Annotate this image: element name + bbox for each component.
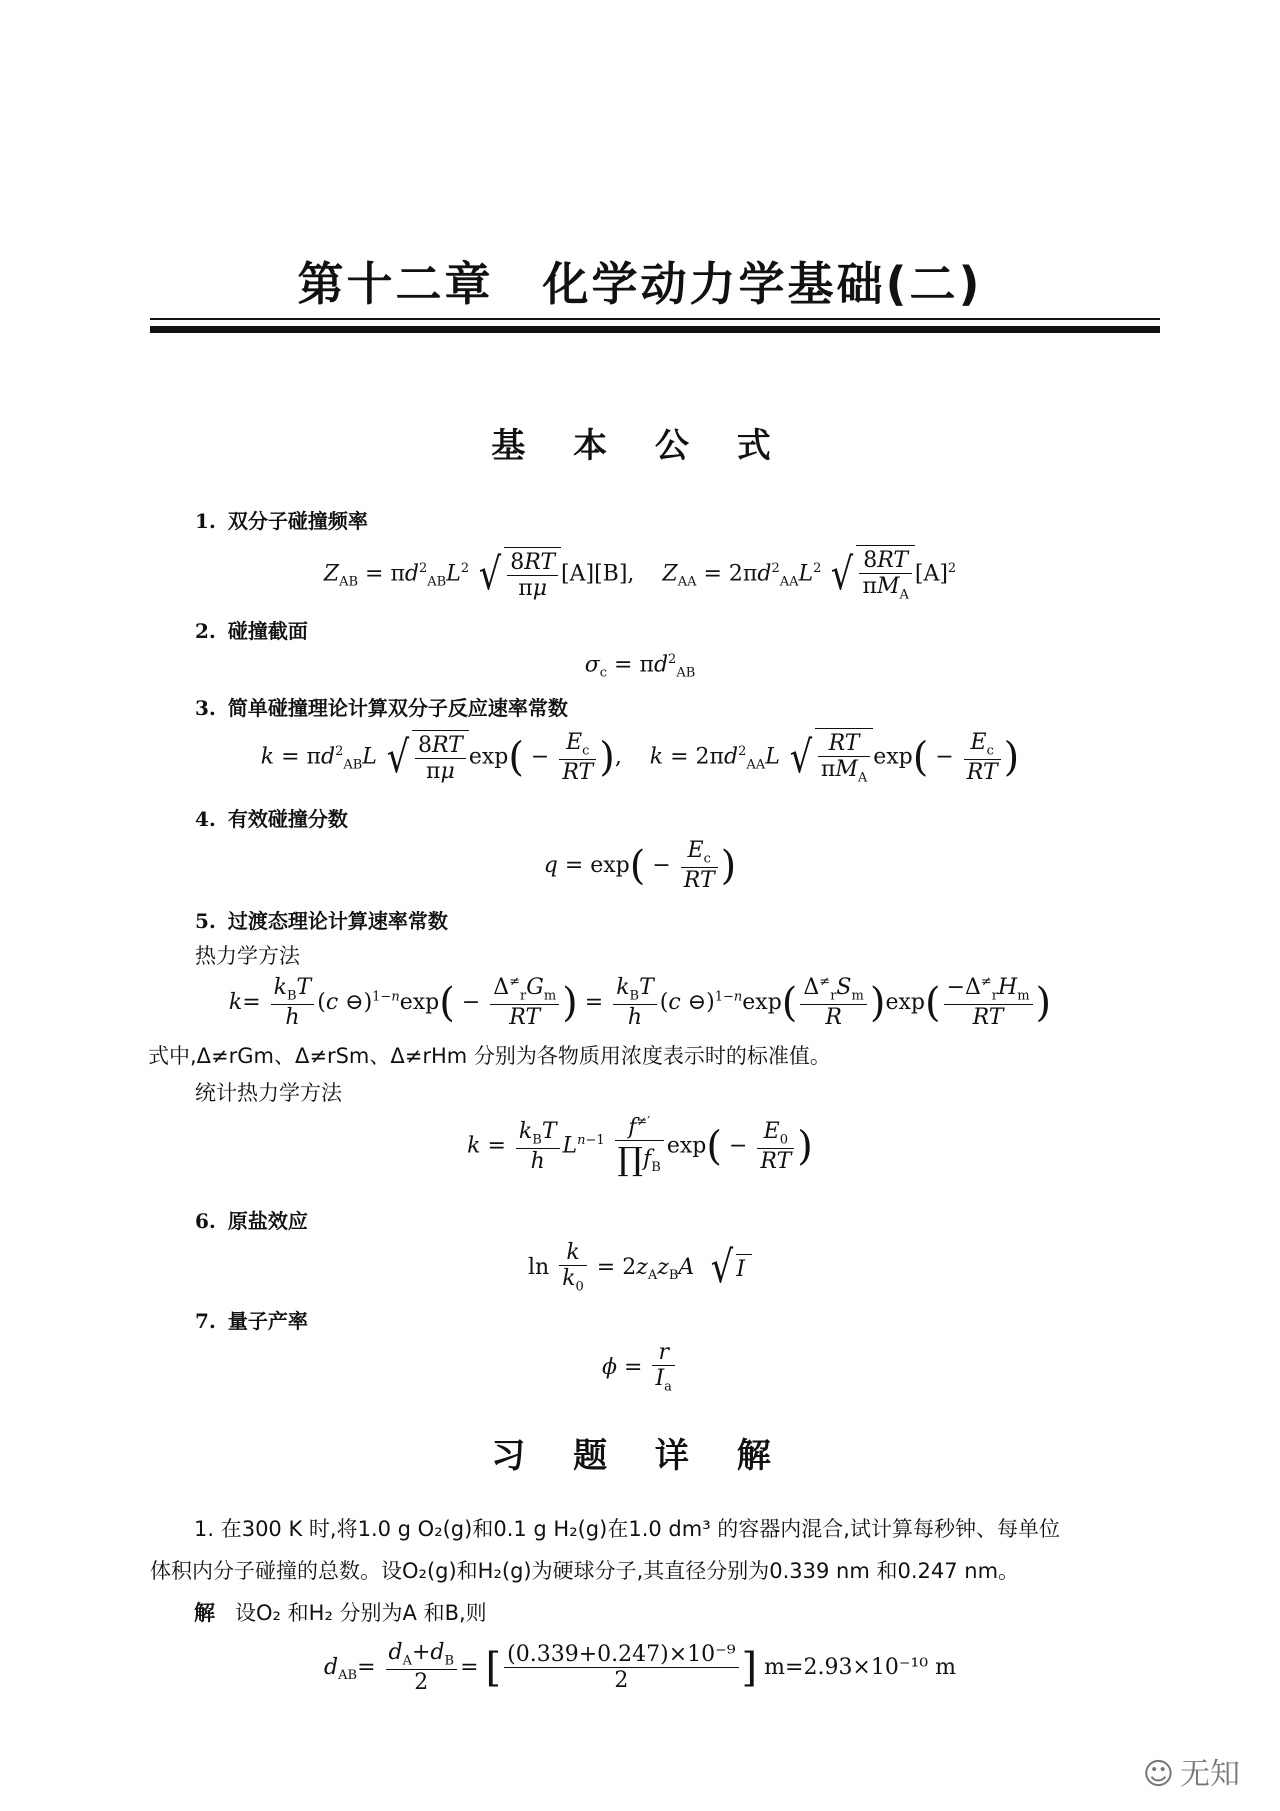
formulas-section-title: 基 本 公 式 bbox=[491, 426, 789, 466]
item-6-heading: 6. 原盐效应 bbox=[195, 1209, 308, 1233]
item-3-heading: 3. 简单碰撞理论计算双分子反应速率常数 bbox=[195, 696, 568, 720]
stat-method-label: 统计热力学方法 bbox=[195, 1081, 342, 1105]
solution-label: 解 bbox=[194, 1601, 215, 1625]
chat-bubble-icon: ☺ bbox=[1142, 1757, 1174, 1792]
formula-collision-frequency: $Z_{AB} = \pi d^2_{AB}L^2$ √ $\frac{8RT}{\pi\mu}$ [A][B], $Z_{AA} = 2\pi d^2_{AA}L^2$ √ $\frac{8RT}{\pi M_A}$ $[A]^2$ bbox=[0, 545, 1280, 604]
formula-collision-cross-section: $\sigma_c = \pi d^2_{AB}$ bbox=[584, 652, 696, 681]
item-5-heading: 5. 过渡态理论计算速率常数 bbox=[195, 909, 448, 933]
thermo-method-label: 热力学方法 bbox=[195, 944, 300, 968]
formula-rate-constant-collision: $k = \pi d^2_{AB}L$ √ $\frac{8RT}{\pi\mu}$ exp( − $\frac{E_c}{RT}$ ), $k = 2\pi d^2_{AA}L$ √ $\frac{RT}{\pi M_A}$ exp( − $\frac{E_c}{RT}$ ) bbox=[260, 729, 1020, 786]
exercise-1-line-1: 1. 在300 K 时,将1.0 g O₂(g)和0.1 g H₂(g)在1.0 dm³ 的容器内混合,试计算每秒钟、每单位 bbox=[194, 1517, 1060, 1541]
item-4-heading: 4. 有效碰撞分数 bbox=[195, 807, 348, 831]
item-2-heading: 2. 碰撞截面 bbox=[195, 619, 308, 643]
watermark: ☺ 无知 bbox=[1142, 1757, 1240, 1792]
formula-effective-fraction: q = exp( − $\frac{E_c}{RT}$ ) bbox=[543, 838, 737, 894]
formula-transition-state-stat: k = $\frac{k_BT}{h}$ $L^{n-1}$ $\frac{f^{\ne'}}{\prod f_B}$ exp( − $\frac{E_0}{RT}$ ) bbox=[467, 1114, 813, 1179]
formula-quantum-yield: ϕ = $\frac{r}{I_a}$ bbox=[0, 1340, 1280, 1396]
item-7-heading: 7. 量子产率 bbox=[195, 1309, 308, 1333]
thermo-note: 式中,Δ≠rGm、Δ≠rSm、Δ≠rHm 分别为各物质用浓度表示时的标准值。 bbox=[148, 1044, 831, 1068]
exercise-1-solution: 解 设O₂ 和H₂ 分别为A 和B,则 bbox=[194, 1601, 487, 1625]
item-1-heading: 1. 双分子碰撞频率 bbox=[195, 509, 368, 533]
title-rule-thick bbox=[150, 326, 1160, 333]
formula-transition-state-thermo: k= $\frac{k_BT}{h}$ (c ⊖)$^{1-n}$exp( − $\frac{\Delta^\ne_rG_m}{RT}$ ) = $\frac{k_BT}{h}$ (c ⊖)$^{1-n}$exp( $\frac{\Delta^\ne_rS_m}{R}$ )exp( $\frac{-\Delta^\ne_rH_m}{RT}$ ) bbox=[228, 974, 1052, 1031]
exercise-1-line-2: 体积内分子碰撞的总数。设O₂(g)和H₂(g)为硬球分子,其直径分别为0.339 nm 和0.247 nm。 bbox=[150, 1559, 1020, 1583]
formula-dab: $d_{AB}=$ $\frac{d_A+d_B}{2}$ = [ $\frac{\text{(0.339+0.247)×10⁻⁹}}{2}$ ] m=2.93×10⁻¹⁰ m bbox=[324, 1640, 956, 1696]
title-rule-thin bbox=[150, 318, 1160, 320]
formula-salt-effect: ln $\frac{k}{k_0}$ = $2z_Az_BA$ √ I bbox=[0, 1240, 1280, 1296]
exercises-section-title: 习 题 详 解 bbox=[491, 1436, 789, 1476]
chapter-title: 第十二章 化学动力学基础(二) bbox=[297, 257, 983, 311]
